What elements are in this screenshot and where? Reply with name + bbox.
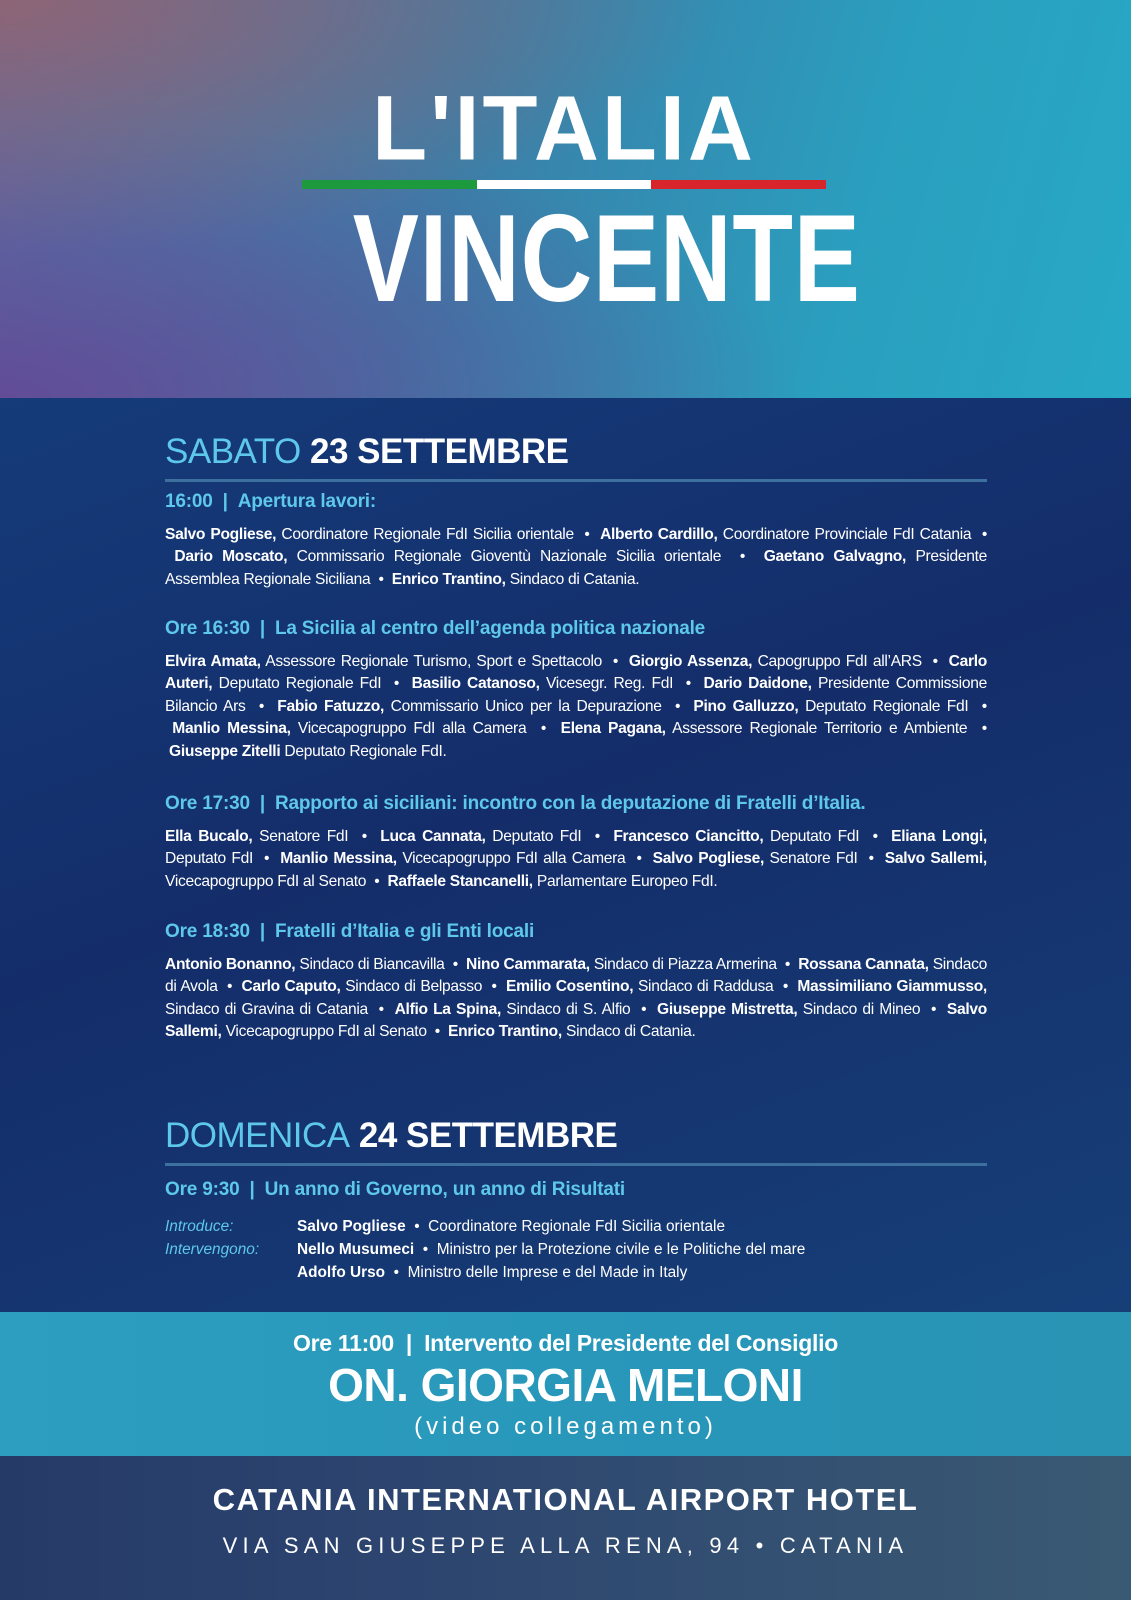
slot-time: Ore 9:30: [165, 1179, 240, 1200]
bullet: •: [981, 526, 987, 543]
slot-time: Ore 16:30: [165, 618, 250, 639]
bullet: •: [932, 653, 938, 670]
participant-name: Luca Cannata,: [380, 828, 486, 845]
participant-role: Coordinatore Regionale FdI Sicilia orientale: [281, 526, 574, 543]
participant-role: Senatore FdI: [769, 850, 858, 868]
flag-white: [477, 180, 652, 189]
day-weekday: DOMENICA: [165, 1116, 350, 1155]
venue-name: CATANIA INTERNATIONAL AIRPORT HOTEL: [212, 1482, 919, 1517]
participant-name: Enrico Trantino,: [391, 570, 506, 588]
bullet: •: [782, 978, 788, 996]
participant-role: Sindaco di Avola: [165, 956, 987, 996]
slot-separator: |: [259, 618, 265, 639]
participant-name: Dario Daidone,: [703, 675, 812, 693]
participant-role: Vicecapogruppo FdI alla Camera: [402, 850, 626, 868]
slot-separator: |: [259, 921, 265, 942]
bullet: •: [981, 697, 987, 715]
keynote-band: [0, 1312, 1131, 1456]
slot-1830: [165, 920, 987, 1044]
participant-name: Enrico Trantino,: [448, 1023, 562, 1041]
participant-role: Deputato FdI: [165, 850, 254, 868]
speaker-label: [165, 1261, 297, 1284]
bullet: •: [422, 1241, 429, 1258]
participant-role: Assessore Regionale Turismo, Sport e Spettacolo: [265, 653, 603, 670]
bullet: •: [784, 956, 791, 973]
participant-name: Dario Moscato,: [174, 548, 288, 566]
slot-1730: [165, 792, 987, 893]
day-title: [165, 432, 987, 472]
divider: [165, 479, 987, 482]
participant-role: Sindaco di S. Alfio: [506, 1000, 631, 1018]
slot-title: Un anno di Governo, un anno di Risultati: [264, 1179, 625, 1200]
slot-separator: |: [222, 491, 228, 512]
bullet: •: [584, 526, 590, 543]
speaker-name: Adolfo Urso: [297, 1264, 386, 1281]
bullet: •: [641, 1000, 647, 1018]
speaker-name: Nello Musumeci: [297, 1241, 415, 1258]
speaker-role: Ministro delle Imprese e del Made in Italy: [407, 1264, 688, 1281]
bullet: •: [636, 850, 642, 868]
slot-separator: |: [249, 1179, 255, 1200]
speaker-label: Introduce:: [165, 1218, 234, 1235]
participant-name: Antonio Bonanno,: [165, 956, 296, 973]
participant-name: Alfio La Spina,: [394, 1000, 502, 1018]
participant-role: Sindaco di Belpasso: [345, 978, 483, 996]
slot-time: Ore 18:30: [165, 921, 250, 942]
participant-name: Salvo Sallemi,: [884, 850, 987, 868]
participant-role: Sindaco di Biancavilla: [299, 956, 445, 973]
bullet: •: [434, 1023, 440, 1041]
bullet: •: [414, 1218, 420, 1235]
participant-name: Massimiliano Giammusso,: [797, 978, 987, 996]
participant-name: Giuseppe Zitelli: [169, 742, 281, 760]
day-title: [165, 1116, 987, 1156]
participant-name: Pino Galluzzo,: [693, 697, 799, 715]
bullet: •: [361, 828, 367, 845]
bullet: •: [264, 850, 270, 868]
participant-name: Francesco Ciancitto,: [613, 828, 764, 845]
slot-title: Rapporto ai siciliani: incontro con la deputazione di Fratelli d’Italia.: [274, 793, 866, 814]
bullet: •: [393, 675, 400, 693]
bullet: •: [452, 956, 458, 973]
poster-header: [0, 0, 1131, 398]
day-date: 23 SETTEMBRE: [310, 432, 569, 471]
logo-line-2: VINCENTE: [352, 190, 861, 328]
participant-role: Assessore Regionale Territorio e Ambiente: [672, 720, 968, 738]
participant-name: Carlo Auteri,: [165, 653, 987, 693]
participant-name: Manlio Messina,: [172, 720, 291, 738]
bullet: •: [491, 978, 497, 996]
participant-role: Sindaco di Piazza Armerina: [593, 956, 777, 973]
speaker-label: Intervengono:: [165, 1241, 260, 1258]
slot-time: Ore 17:30: [165, 793, 250, 814]
participant-role: Senatore FdI: [259, 828, 349, 845]
slot-title: Apertura lavori:: [237, 491, 377, 512]
participant-role: Commissario Unico per la Depurazione: [390, 697, 662, 715]
logo-line-1: L'ITALIA: [372, 78, 756, 180]
participant-role: Deputato FdI: [770, 828, 860, 845]
participant-name: Rossana Cannata,: [798, 956, 929, 973]
speaker-row: [165, 1261, 987, 1284]
slot-heading: [165, 1178, 987, 1202]
participant-name: Fabio Fatuzzo,: [277, 697, 384, 715]
participant-name: Salvo Sallemi,: [165, 1000, 988, 1041]
program-section: [0, 398, 1131, 1312]
participant-name: Gaetano Galvagno,: [763, 548, 907, 566]
speaker-row: [165, 1215, 987, 1238]
bullet: •: [258, 697, 264, 715]
bullet: •: [594, 828, 600, 845]
participant-name: Salvo Pogliese,: [165, 526, 277, 543]
participant-name: Eliana Longi,: [891, 828, 987, 845]
bullet: •: [226, 978, 233, 996]
flag-red: [651, 180, 826, 189]
participant-role: Vicecapogruppo FdI al Senato: [225, 1023, 427, 1041]
participant-name: Nino Cammarata,: [465, 956, 590, 973]
participant-role: Sindaco di Catania.: [509, 570, 640, 588]
slot-1630: [165, 617, 987, 763]
participant-role: Vicecapogruppo FdI al Senato: [165, 872, 367, 890]
participant-role: Vicecapogruppo FdI alla Camera: [297, 720, 527, 738]
slot-0930: [165, 1178, 987, 1202]
event-logo: [300, 78, 861, 328]
participant-role: Deputato Regionale FdI.: [284, 742, 447, 760]
keynote-separator: |: [405, 1330, 413, 1356]
bullet: •: [378, 1000, 384, 1018]
slot-title: La Sicilia al centro dell’agenda politica nazionale: [274, 618, 706, 639]
bullet: •: [685, 675, 691, 693]
italian-flag-stripe: [302, 180, 826, 189]
participant-role: Sindaco di Mineo: [802, 1000, 921, 1018]
bullet: •: [393, 1264, 400, 1281]
bullet: •: [739, 548, 745, 566]
participant-role: Vicesegr. Reg. FdI: [545, 675, 674, 693]
day-weekday: SABATO: [165, 432, 301, 471]
participant-role: Sindaco di Gravina di Catania: [165, 1000, 368, 1018]
participant-name: Elvira Amata,: [165, 653, 261, 670]
flag-green: [302, 180, 477, 189]
participant-role: Parlamentare Europeo FdI.: [536, 872, 718, 890]
divider: [165, 1163, 987, 1166]
participant-role: Presidente Commissione Bilancio Ars: [165, 675, 987, 715]
speaker-role: Ministro per la Protezione civile e le Politiche del mare: [436, 1241, 806, 1258]
participant-role: Deputato Regionale FdI: [218, 675, 382, 693]
day-date: 24 SETTEMBRE: [358, 1116, 618, 1155]
bullet: •: [981, 720, 987, 738]
participant-name: Giuseppe Mistretta,: [657, 1000, 798, 1018]
slot-title: Fratelli d’Italia e gli Enti locali: [274, 921, 535, 942]
bullet: •: [674, 697, 681, 715]
bullet: •: [872, 828, 878, 845]
participant-name: Ella Bucalo,: [165, 828, 253, 845]
keynote-speaker: ON. GIORGIA MELONI: [328, 1359, 803, 1411]
participant-role: Presidente Assemblea Regionale Siciliana: [165, 548, 987, 588]
keynote-note: (video collegamento): [414, 1413, 717, 1440]
speaker-row: [165, 1238, 987, 1261]
participant-name: Carlo Caputo,: [241, 978, 341, 996]
venue-address: VIA SAN GIUSEPPE ALLA RENA, 94 • CATANIA: [222, 1533, 909, 1558]
participant-name: Giorgio Assenza,: [628, 653, 753, 670]
slot-1600: [165, 490, 987, 591]
day-heading-sunday: [165, 1116, 987, 1166]
slot-time: 16:00: [165, 491, 213, 512]
participant-role: Commissario Regionale Gioventù Nazionale Sicilia orientale: [296, 548, 722, 566]
participant-name: Salvo Pogliese,: [652, 850, 765, 868]
participant-name: Manlio Messina,: [280, 850, 397, 868]
participant-name: Raffaele Stancanelli,: [387, 872, 533, 890]
day-heading-saturday: [165, 432, 987, 482]
bullet: •: [868, 850, 874, 868]
slot-heading: [165, 920, 987, 944]
participant-role: Deputato FdI: [492, 828, 582, 845]
participant-name: Basilio Catanoso,: [411, 675, 540, 693]
speaker-list: [165, 1215, 987, 1284]
keynote-heading: [0, 1329, 1131, 1357]
bullet: •: [931, 1000, 937, 1018]
slot-separator: |: [259, 793, 265, 814]
keynote-time: Ore 11:00: [293, 1330, 394, 1356]
participant-role: Sindaco di Raddusa: [637, 978, 774, 996]
speaker-name: Salvo Pogliese: [297, 1218, 406, 1235]
participant-name: Alberto Cardillo,: [600, 526, 718, 543]
bullet: •: [540, 720, 547, 738]
bullet: •: [612, 653, 619, 670]
slot-heading: [165, 792, 987, 816]
participant-list: [165, 954, 987, 1044]
participant-role: Sindaco di Catania.: [566, 1023, 696, 1041]
participant-list: [165, 826, 987, 893]
participant-name: Elena Pagana,: [560, 720, 666, 738]
participant-list: [165, 651, 987, 763]
participant-role: Deputato Regionale FdI: [805, 697, 969, 715]
bullet: •: [374, 872, 380, 890]
bullet: •: [378, 570, 384, 588]
speaker-role: Coordinatore Regionale FdI Sicilia orientale: [428, 1218, 726, 1235]
participant-name: Emilio Cosentino,: [506, 978, 634, 996]
participant-role: Coordinatore Provinciale FdI Catania: [722, 526, 972, 543]
participant-list: [165, 524, 987, 591]
slot-heading: [165, 617, 987, 641]
venue-footer: [0, 1456, 1131, 1600]
participant-role: Capogruppo FdI all’ARS: [757, 653, 922, 670]
slot-heading: [165, 490, 987, 514]
keynote-title: Intervento del Presidente del Consiglio: [424, 1330, 838, 1356]
